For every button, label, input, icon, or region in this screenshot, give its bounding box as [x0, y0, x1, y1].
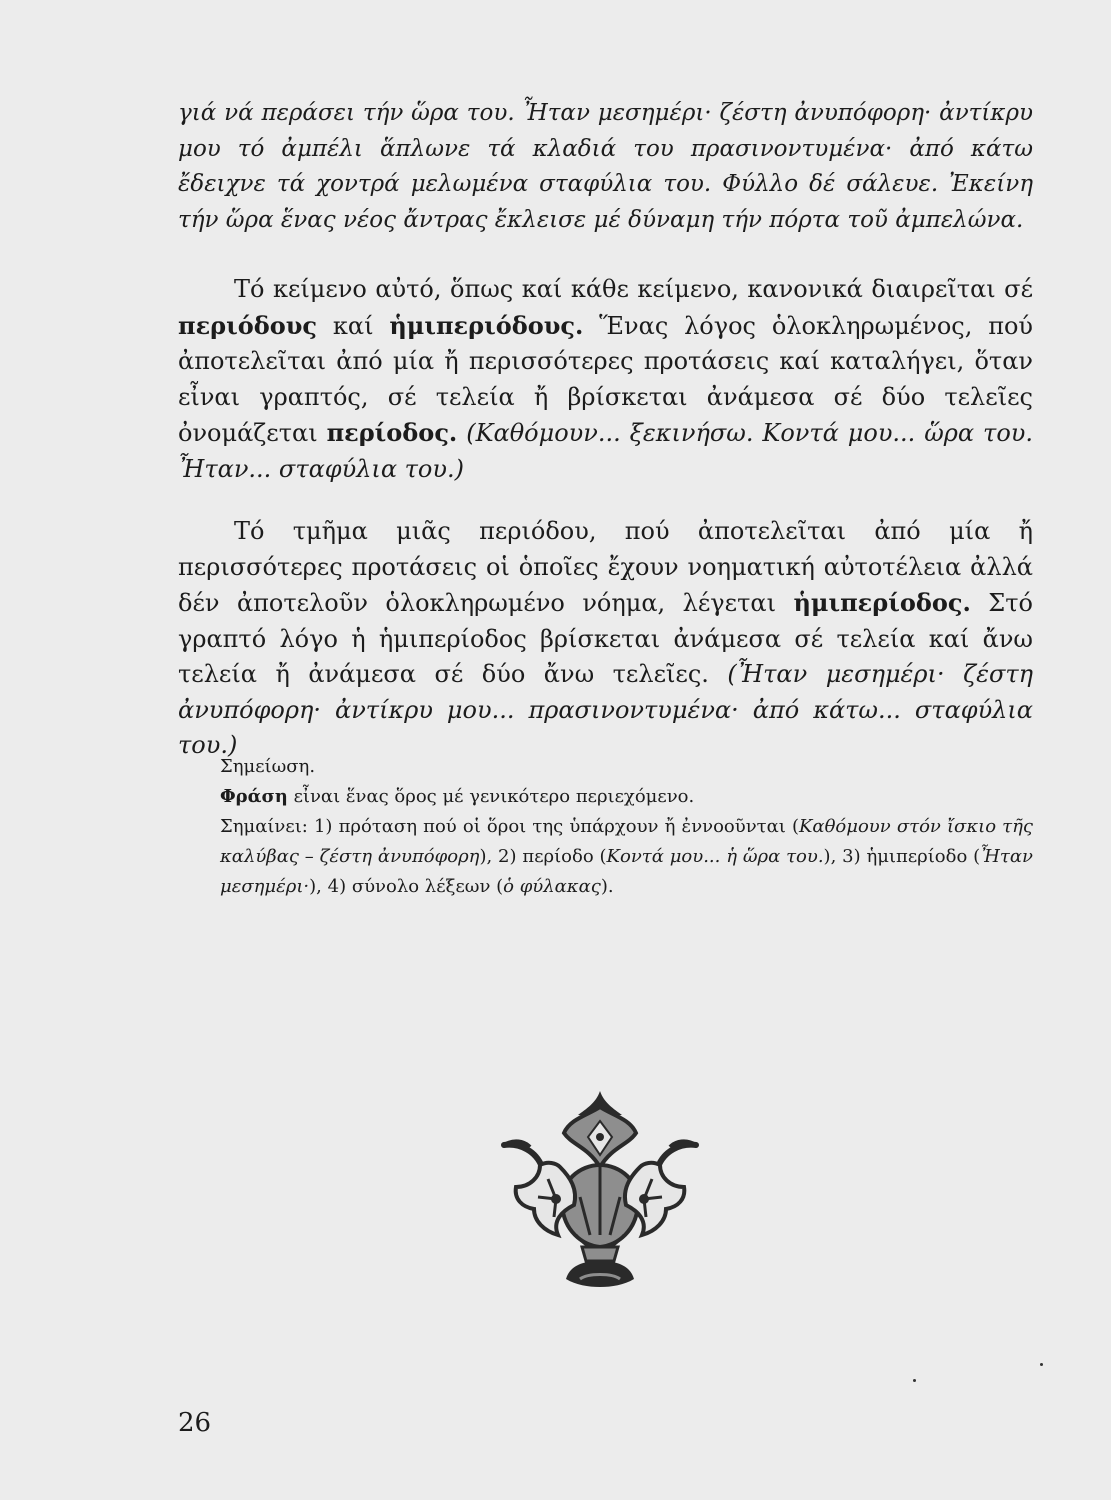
term-semi-period: ἡμιπερίοδος.: [793, 588, 971, 617]
note-example-1: Καθόμουν στόν ἴσκιο τῆς καλύβας – ζέστη ἀνυπόφορη: [220, 816, 1033, 867]
note-definition-line: [220, 782, 1033, 812]
paragraph-semi-period-definition: [178, 514, 1033, 764]
note-meanings: [220, 812, 1033, 902]
note-term: Φράση: [220, 786, 288, 807]
note-meaning-2: ), 2) περίοδο (: [479, 846, 607, 867]
para1-text-3: Ἕνας λόγος ὁλοκληρωμένος, πού ἀποτελεῖται ἀπό μία ἤ περισσότερες προτάσεις καί καταλήγει, ὅταν εἶναι γραπτός, σέ τελεία ἤ βρίσκεται ἀνάμεσα σέ δύο τελεῖες ὀνομάζεται: [178, 311, 1033, 447]
floral-ornament-icon: [500, 1085, 700, 1300]
page-number: 26: [178, 1408, 212, 1438]
para2-text-2: Στό γραπτό λόγο ἡ ἡμιπερίοδος βρίσκεται ἀνάμεσα σέ τελεία καί ἄνω τελεία ἤ ἀνάμεσα σέ δύο ἄνω τελεῖες.: [178, 589, 1034, 688]
note-example-3: Ἦταν μεσημέρι·: [220, 846, 1033, 897]
para2-example: (Ἦταν μεσημέρι· ζέστη ἀνυπόφορη· ἀντίκρυ μου... πρασινοντυμένα· ἀπό κάτω... σταφύλια του.): [178, 660, 1033, 759]
story-excerpt: γιά νά περάσει τήν ὥρα του. Ἦταν μεσημέρι· ζέστη ἀνυπόφορη· ἀντίκρυ μου τό ἀμπέλι ἅπλωνε τά κλαδιά του πρασινοντυμένα· ἀπό κάτω ἔδειχνε τά χοντρά μελωμένα σταφύλια του. Φύλλο δέ σάλευε. Ἐκείνη τήν ὥρα ἕνας νέος ἄντρας ἔκλεισε μέ δύναμη τήν πόρτα τοῦ ἀμπελώνα.: [178, 100, 1033, 233]
note-meaning-5: ).: [600, 876, 614, 897]
term-period: περίοδος.: [326, 418, 458, 447]
term-periods: περιόδους: [178, 310, 318, 340]
print-speck: [1040, 1363, 1043, 1366]
term-semi-periods: ἡμιπεριόδους.: [389, 310, 584, 340]
note-meaning-4: ), 4) σύνολο λέξεων (: [309, 876, 504, 897]
print-speck: [913, 1379, 916, 1382]
para1-text-2: καί: [317, 311, 390, 340]
note-meaning-1: Σημαίνει: 1) πρόταση πού οἱ ὅροι της ὑπάρχουν ἤ ἐννοοῦνται (: [220, 816, 799, 837]
note-example-2: Κοντά μου... ἡ ὥρα του.: [606, 846, 824, 867]
note-heading: Σημείωση.: [220, 756, 316, 777]
para1-text-1: Τό κείμενο αὐτό, ὅπως καί κάθε κείμενο, κανονικά διαιρεῖται σέ: [234, 275, 1033, 303]
note-block: [220, 752, 1033, 902]
note-meaning-3: ), 3) ἡμιπερίοδο (: [823, 846, 981, 867]
note-definition: εἶναι ἕνας ὅρος μέ γενικότερο περιεχόμενο.: [287, 786, 695, 807]
note-example-4: ὁ φύλακας: [503, 876, 601, 897]
para1-example: (Καθόμουν... ξεκινήσω. Κοντά μου... ὥρα του. Ἦταν... σταφύλια του.): [178, 419, 1033, 483]
para2-text-1: Τό τμῆμα μιᾶς περιόδου, πού ἀποτελεῖται ἀπό μία ἤ περισσότερες προτάσεις οἱ ὁποῖες ἔχουν νοηματική αὐτοτέλεια ἀλλά δέν ἀποτελοῦν ὁλοκληρωμένο νόημα, λέγεται: [178, 517, 1033, 617]
paragraph-period-definition: [178, 272, 1033, 487]
